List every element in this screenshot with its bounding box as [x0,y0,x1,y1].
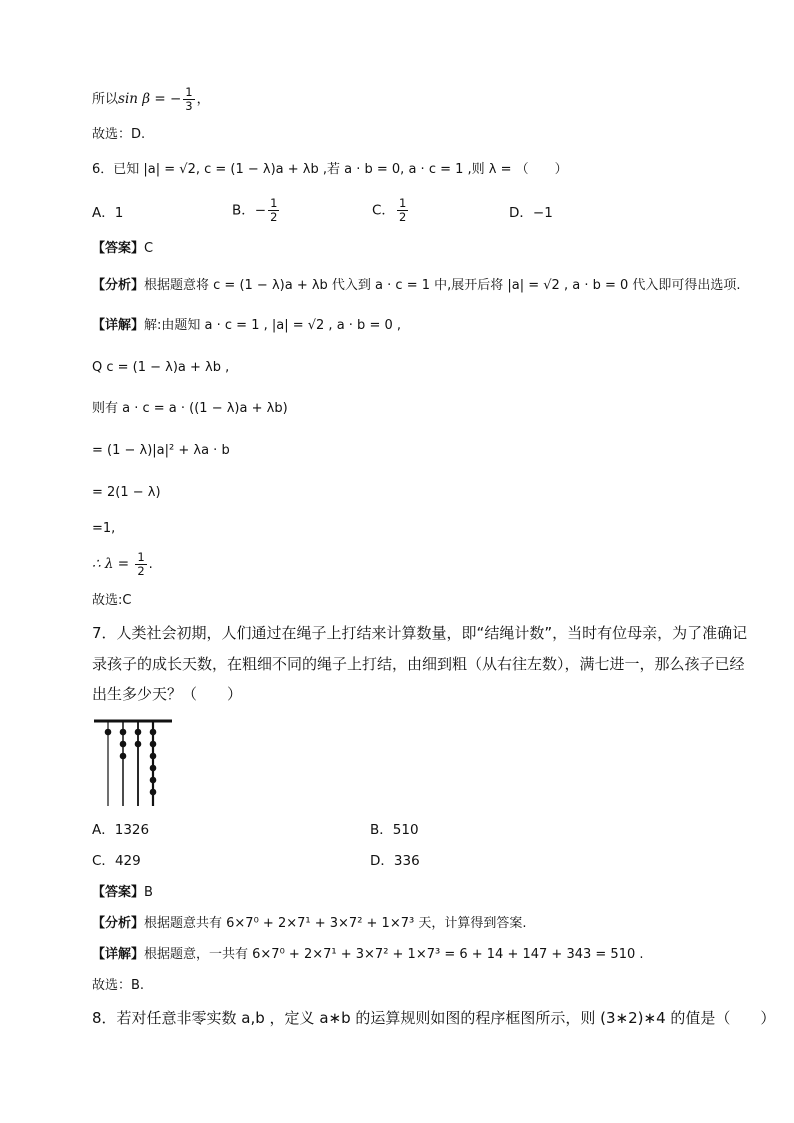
q6-analysis-tag: 【分析】 [92,278,145,293]
q6-option-c-num: 1 [398,196,407,210]
q6-step-5: =1, [92,521,116,536]
q6-detail: 解:由题知 a · c = 1 , |a| = √2 , a · b = 0 , [144,318,402,333]
knot-ropes [105,721,157,806]
rope-2-knot [120,729,127,736]
q7-stem-line2: 录孩子的成长天数，在粗细不同的绳子上打结，由细到粗（从右往左数），满七进一，那么孩子已经 [92,655,745,673]
rope-4-knot [150,765,157,772]
q7-option-d-label: D． [370,853,394,869]
prev-result-math: sin β = − [118,91,182,107]
q6-stem: 6．已知 |a| = √2, c = (1 − λ)a + λb ,若 a · b = 0, a · c = 1 ,则 λ = （ ） [92,162,568,177]
rope-1-knot [105,729,112,736]
q6-final-fraction [135,551,146,578]
q6-analysis: 根据题意将 c = (1 − λ)a + λb 代入到 a · c = 1 中,展开后将 |a| = √2 , a · b = 0 代入即可得出选项. [144,278,741,293]
q6-option-c [372,197,410,224]
q7-answer-tag: 【答案】 [92,885,145,900]
q6-detail-line [92,316,401,336]
q7-stem-line3: 出生多少天？（ ） [92,685,243,703]
prev-choose: 故选：D. [92,127,146,142]
q6-option-b-fraction [268,197,279,224]
q7-detail-tag: 【详解】 [92,947,145,962]
q7-option-c-value: 429 [114,853,141,869]
q7-option-a-label: A． [92,822,115,838]
q6-step-2: 则有 a · c = a · ((1 − λ)a + λb) [92,401,288,416]
q7-analysis: 根据题意共有 6×7⁰ + 2×7¹ + 3×7² + 1×7³ 天，计算得到答案. [144,916,527,931]
q7-option-a-value: 1326 [114,822,150,838]
rope-4-knot [150,729,157,736]
q6-option-c-fraction [397,197,408,224]
prev-result-line [92,86,210,113]
prev-result-fraction [183,86,194,113]
rope-2-knot [120,753,127,760]
q8-stem: 8．若对任意非零实数 a,b ，定义 a∗b 的运算规则如图的程序框图所示，则 (3∗2)∗4 的值是（ ） [92,1009,776,1027]
q6-step-4: = 2(1 − λ) [92,485,161,500]
q7-option-b-label: B． [370,822,393,838]
q6-final-num: 1 [137,550,145,564]
q6-step-1: Q c = (1 − λ)a + λb , [92,360,230,375]
q6-analysis-line [92,276,741,296]
q7-choose: 故选：B. [92,978,145,993]
q6-final-den: 2 [137,564,145,578]
q6-final-line [92,551,153,578]
prev-frac-den: 3 [185,99,193,113]
q6-option-b-den: 2 [270,210,278,224]
q7-option-d-value: 336 [393,853,420,869]
q6-option-b-label: B． [232,202,255,219]
q7-analysis-line [92,914,526,934]
q6-step-3: = (1 − λ)|a|² + λa · b [92,443,230,458]
q6-option-b-num: 1 [270,196,278,210]
q7-option-d [370,851,420,871]
q7-detail-line [92,945,644,965]
knot-rope-figure [94,716,174,808]
q7-analysis-tag: 【分析】 [92,916,145,931]
rope-4-knot [150,789,157,796]
q6-answer: C [144,241,154,256]
q7-option-b [370,820,419,840]
q7-answer-line [92,883,153,903]
q7-option-b-value: 510 [392,822,419,838]
q7-detail: 根据题意，一共有 6×7⁰ + 2×7¹ + 3×7² + 1×7³ = 6 + 14 + 147 + 343 = 510 . [144,947,644,962]
q6-option-d-value: −1 [532,205,553,221]
q6-answer-tag: 【答案】 [92,241,145,256]
q6-option-b [232,197,281,224]
q7-option-a [92,820,149,840]
q6-option-a-label: A． [92,205,115,221]
q6-final-suffix: . [148,557,153,572]
rope-4-knot [150,753,157,760]
q6-option-c-den: 2 [398,210,407,224]
prev-result-prefix: 所以 [92,92,119,107]
q6-option-a-value: 1 [114,205,124,221]
q6-answer-line [92,239,153,259]
rope-3-knot [135,741,142,748]
q7-answer: B [144,885,153,900]
q6-choose: 故选:C [92,593,132,608]
q6-detail-tag: 【详解】 [92,318,145,333]
q7-option-c [92,851,141,871]
prev-frac-num: 1 [185,85,193,99]
rope-3-knot [135,729,142,736]
q6-option-a [92,203,123,223]
q6-option-c-label: C． [372,202,395,219]
q6-option-d [509,203,553,223]
q6-option-b-sign: − [254,202,267,219]
rope-4-knot [150,741,157,748]
q7-stem-line1: 7．人类社会初期，人们通过在绳子上打结来计算数量，即“结绳计数”，当时有位母亲，为了准确记 [92,624,748,642]
rope-4-knot [150,777,157,784]
prev-result-suffix: ， [196,92,210,107]
q6-final-prefix: ∴ λ = [92,556,134,572]
q6-option-d-label: D． [509,205,533,221]
q7-option-c-label: C． [92,853,115,869]
rope-2-knot [120,741,127,748]
